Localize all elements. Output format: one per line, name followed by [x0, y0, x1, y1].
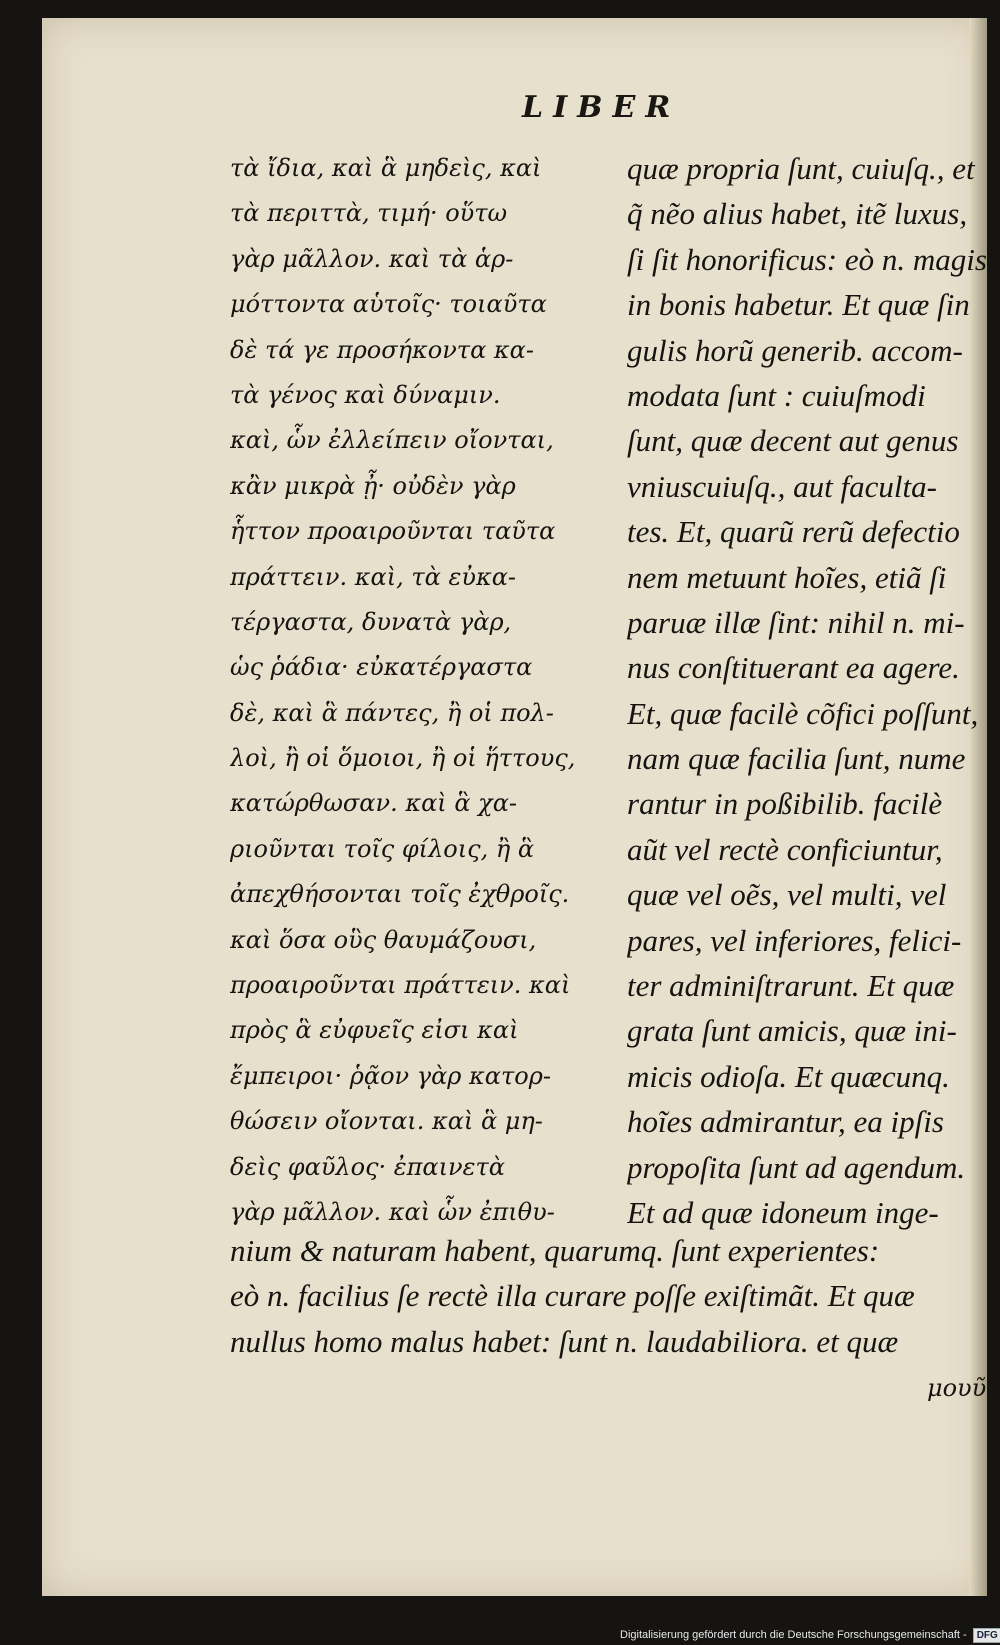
latin-line: micis odioſa. Et quæcunq. — [627, 1058, 950, 1094]
digitization-footer — [620, 1626, 998, 1644]
latin-line: nus conſtituerant ea agere. — [627, 650, 960, 686]
latin-line: nem metuunt hoĩes, etiã ſi — [627, 559, 947, 595]
latin-line: quæ vel oẽs, vel multi, vel — [627, 877, 947, 913]
latin-line: aũt vel rectè conficiuntur, — [627, 831, 943, 867]
greek-line: καὶ, ὧν ἐλλείπειν οἴονται, — [230, 426, 554, 455]
running-head: LIBER — [522, 90, 681, 125]
greek-line: μόττοντα αὑτοῖς· τοιαῦτα — [230, 290, 547, 319]
latin-line: in bonis habetur. Et quæ ſin — [627, 287, 970, 323]
latin-line: paruæ illæ ſint: nihil n. mi- — [627, 604, 965, 640]
greek-line: ἀπεχθήσονται τοῖς ἐχθροῖς. — [230, 880, 570, 909]
greek-line: τὰ γένος καὶ δύναμιν. — [230, 380, 501, 409]
latin-line: pares, vel inferiores, felici- — [627, 922, 962, 958]
greek-line: κἂν μικρὰ ᾖ· οὐδὲν γὰρ — [230, 471, 516, 500]
latin-line: propoſita ſunt ad agendum. — [627, 1149, 966, 1185]
latin-column — [627, 146, 1000, 1235]
footer-credit: Digitalisierung gefördert durch die Deutsche Forschungsgemeinschaft - — [620, 1629, 967, 1641]
greek-line: λοὶ, ἢ οἱ ὅμοιοι, ἢ οἱ ἥττους, — [230, 744, 576, 773]
greek-line: τέργαστα, δυνατὰ γὰρ, — [230, 607, 512, 636]
greek-line: κατώρθωσαν. καὶ ἃ χα- — [230, 789, 518, 818]
latin-line: Et, quæ facilè cõfici poſſunt, — [627, 695, 979, 731]
latin-line: ſi ſit honorificus: eò n. magis — [627, 241, 987, 277]
latin-line: hoĩes admirantur, ea ipſis — [627, 1104, 944, 1140]
latin-line: vniuscuiuſq., aut faculta- — [627, 468, 937, 504]
greek-line: δεὶς φαῦλος· ἐπαινετὰ — [230, 1152, 505, 1181]
greek-line: πράττειν. καὶ, τὰ εὐκα- — [230, 562, 517, 591]
dfg-logo: DFG — [973, 1628, 1000, 1643]
greek-line: τὰ περιττὰ, τιμή· οὕτω — [230, 199, 508, 228]
greek-line: δὲ τά γε προσήκοντα κα- — [230, 335, 534, 364]
catchword: μουῦ- — [927, 1374, 995, 1402]
latin-line: quæ propria ſunt, cuiuſq., et — [627, 151, 975, 186]
greek-line: προαιροῦνται πράττειν. καὶ — [230, 971, 571, 1000]
greek-line: γὰρ μᾶλλον. καὶ τὰ ἁρ- — [230, 244, 514, 273]
latin-line: q̃ nẽo alius habet, itẽ luxus, — [627, 196, 968, 232]
book-page — [42, 18, 995, 1596]
greek-line: πρὸς ἃ εὐφυεῖς εἰσι καὶ — [230, 1016, 519, 1045]
latin-line: Et ad quæ idoneum inge- — [627, 1194, 939, 1230]
full-line: nium & naturam habent, quarumq. ſunt experientes: — [230, 1233, 880, 1268]
greek-line: ἧττον προαιροῦνται ταῦτα — [230, 517, 556, 546]
latin-line: tes. Et, quarũ rerũ defectio — [627, 514, 960, 550]
latin-line: grata ſunt amicis, quæ ini- — [627, 1013, 957, 1049]
latin-line: nam quæ facilia ſunt, nume — [627, 741, 966, 777]
greek-line: ἔμπειροι· ῥᾷον γὰρ κατορ- — [230, 1061, 551, 1090]
full-line: nullus homo malus habet: ſunt n. laudabiliora. et quæ — [230, 1323, 899, 1359]
greek-column — [230, 146, 615, 1235]
full-line: eò n. facilius ſe rectè illa curare poſſe exiſtimãt. Et quæ — [230, 1278, 915, 1314]
latin-line: ter adminiſtrarunt. Et quæ — [627, 968, 955, 1004]
greek-line: ριοῦνται τοῖς φίλοις, ἢ ἃ — [230, 834, 535, 863]
greek-line: δὲ, καὶ ἃ πάντες, ἢ οἱ πολ- — [230, 698, 554, 727]
greek-line: ὡς ῥάδια· εὐκατέργαστα — [230, 653, 533, 682]
latin-line: rantur in poßibilib. facilè — [627, 786, 943, 822]
latin-line: ſunt, quæ decent aut genus — [627, 423, 959, 459]
greek-line: καὶ ὅσα οὓς θαυμάζουσι, — [230, 925, 537, 954]
latin-line: gulis horũ generib. accom- — [627, 332, 963, 368]
greek-line: θώσειν οἴονται. καὶ ἃ μη- — [230, 1107, 543, 1136]
latin-line: modata ſunt : cuiuſmodi — [627, 377, 926, 413]
greek-line: τὰ ἴδια, καὶ ἃ μηδεὶς, καὶ — [230, 154, 542, 182]
full-width-text — [230, 1228, 1000, 1364]
greek-line: γὰρ μᾶλλον. καὶ ὧν ἐπιθυ- — [230, 1197, 555, 1226]
